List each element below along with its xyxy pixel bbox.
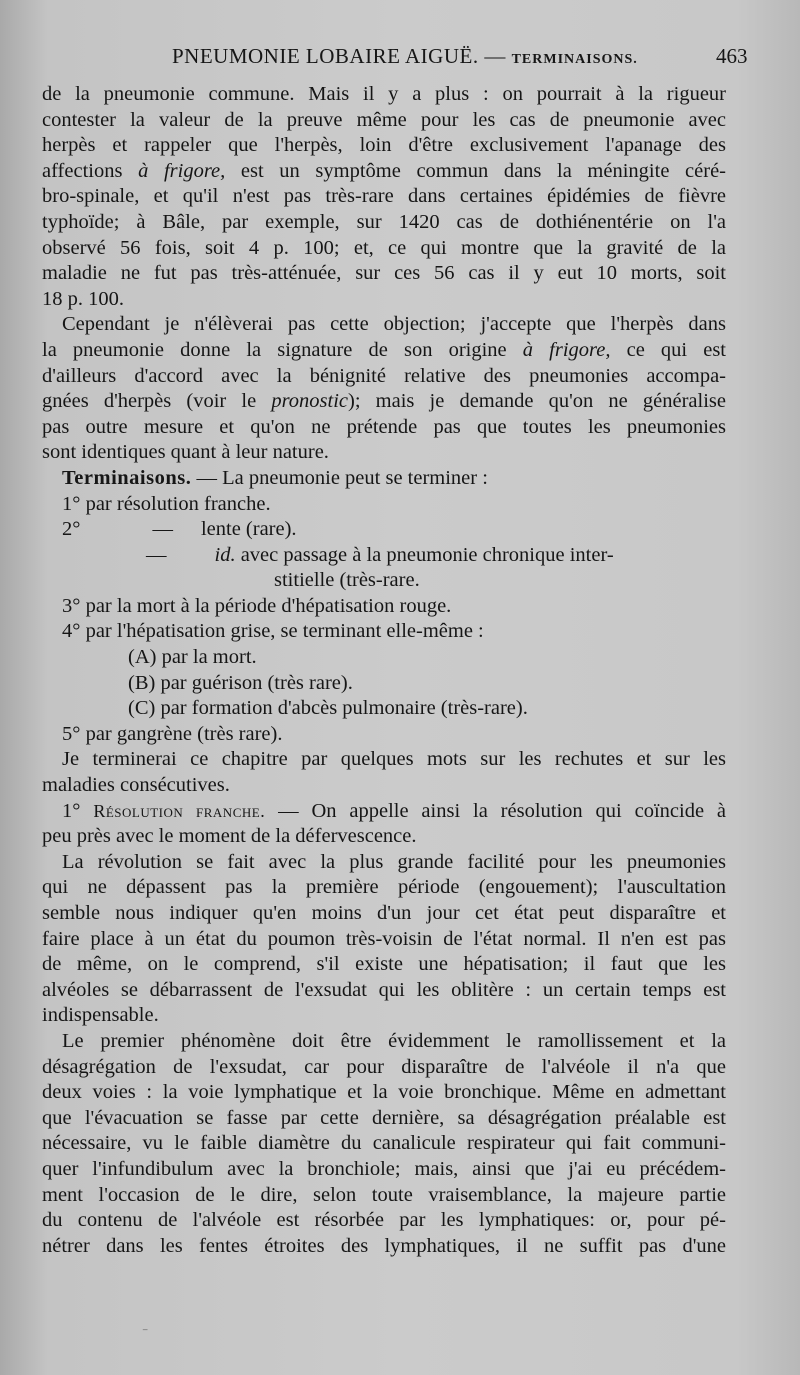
sub-list-item: (C) par formation d'abcès pulmonaire (très-rare). xyxy=(128,697,528,720)
section-heading-line: Terminaisons. — La pneumonie peut se terminer : xyxy=(62,466,488,489)
text-line: observé 56 fois, soit 4 p. 100; et, ce qui montre que la gravité de la xyxy=(42,236,726,259)
page-header xyxy=(0,44,800,74)
text-line: du contenu de l'alvéole est résorbée par les lymphatiques: or, pour pé- xyxy=(42,1209,726,1232)
italic-term: à frigore, xyxy=(522,338,611,361)
text-line: indispensable. xyxy=(42,1004,159,1027)
text-line: d'ailleurs d'accord avec la bénignité relative des pneumonies accompa- xyxy=(42,364,726,387)
sub-list-item: (B) par guérison (très rare). xyxy=(128,671,353,694)
sub-list-item: (A) par la mort. xyxy=(128,646,257,669)
running-subtitle: TERMINAISONS. xyxy=(511,52,638,67)
list-item: — id. avec passage à la pneumonie chronique inter- xyxy=(146,543,614,566)
text-line: gnées d'herpès (voir le pronostic); mais je demande qu'on ne généralise xyxy=(42,390,727,413)
text-line: maladies consécutives. xyxy=(42,774,230,797)
italic-term: pronostic xyxy=(271,390,349,413)
text-line: nétrer dans les fentes étroites des lymphatiques, il ne suffit pas d'une xyxy=(42,1234,726,1257)
section-heading: Terminaisons. xyxy=(62,466,192,489)
text-line: 18 p. 100. xyxy=(42,287,124,310)
list-item: 4° par l'hépatisation grise, se terminant elle-même : xyxy=(62,620,484,643)
text-line: affections à frigore, est un symptôme commun dans la méningite céré- xyxy=(42,159,726,182)
text-line: peu près avec le moment de la défervescence. xyxy=(42,825,417,848)
text-line: herpès et rappeler que l'herpès, loin d'être exclusivement l'apanage des xyxy=(42,134,726,157)
text-line: de la pneumonie commune. Mais il y a plus : on pourrait à la rigueur xyxy=(42,83,726,105)
ink-speck: ⁻ xyxy=(142,1325,149,1339)
list-item: 3° par la mort à la période d'hépatisation rouge. xyxy=(62,594,452,617)
body-text xyxy=(42,82,726,1259)
text-line: maladie ne fut pas très-atténuée, sur ces 56 cas il y eut 10 morts, soit xyxy=(42,262,726,285)
subsection-heading: Résolution franche. xyxy=(93,800,266,821)
list-item: 5° par gangrène (très rare). xyxy=(62,722,283,745)
text-line: ment l'occasion de le dire, selon toute vraisemblance, la majeure partie xyxy=(42,1183,726,1206)
text-line: de même, on le comprend, s'il existe une hépatisation; il faut que les xyxy=(42,953,726,976)
list-item: 1° par résolution franche. xyxy=(62,492,271,515)
italic-term: à frigore, xyxy=(138,159,226,182)
text-line: deux voies : la voie lymphatique et la voie bronchique. Même en admettant xyxy=(42,1081,726,1104)
text-line: faire place à un état du poumon très-voisin de l'état normal. Il n'en est pas xyxy=(42,927,726,950)
text-line: nécessaire, vu le faible diamètre du canalicule respirateur qui fait communi- xyxy=(42,1132,726,1155)
text-line: pas outre mesure et qu'on ne prétende pas que toutes les pneumonies xyxy=(42,415,726,438)
text-line: semble nous indiquer qu'en moins d'un jour cet état peut disparaître et xyxy=(42,902,726,924)
text-line: que l'évacuation se fasse par cette dernière, sa désagrégation préalable est xyxy=(42,1106,726,1129)
running-title: PNEUMONIE LOBAIRE AIGUË. — TERMINAISONS. xyxy=(172,44,638,68)
list-item-continuation: stitielle (très-rare. xyxy=(274,569,420,592)
text-line: contester la valeur de la preuve même pour les cas de pneumonie avec xyxy=(42,108,726,131)
text-line: alvéoles se débarrassent de l'exsudat qui les oblitère : un certain temps est xyxy=(42,978,726,1001)
text-line: désagrégation de l'exsudat, car pour disparaître de l'alvéole il n'a que xyxy=(42,1055,726,1078)
text-line: Cependant je n'élèverai pas cette objection; j'accepte que l'herpès dans xyxy=(62,313,726,336)
text-line: Le premier phénomène doit être évidemment le ramollissement et la xyxy=(62,1029,726,1052)
text-line: La révolution se fait avec la plus grande facilité pour les pneumonies xyxy=(62,850,726,873)
list-item: 2° — lente (rare). xyxy=(62,518,297,541)
text-line: la pneumonie donne la signature de son origine à frigore, ce qui est xyxy=(42,338,726,361)
text-line: Je terminerai ce chapitre par quelques mots sur les rechutes et sur les xyxy=(62,748,726,771)
text-line: sont identiques quant à leur nature. xyxy=(42,441,329,464)
text-line: bro-spinale, et qu'il n'est pas très-rare dans certaines épidémies de fièvre xyxy=(42,185,726,208)
text-line: quer l'infundibulum avec la bronchiole; mais, ainsi que j'ai eu précédem- xyxy=(42,1157,726,1180)
text-line: qui ne dépassent pas la première période (engouement); l'auscultation xyxy=(42,876,726,899)
subsection-line: 1° Résolution franche. — On appelle ainsi la résolution qui coïncide à xyxy=(62,799,727,822)
text-line: typhoïde; à Bâle, par exemple, sur 1420 cas de dothiénentérie on l'a xyxy=(42,210,726,233)
page-number: 463 xyxy=(716,44,748,68)
